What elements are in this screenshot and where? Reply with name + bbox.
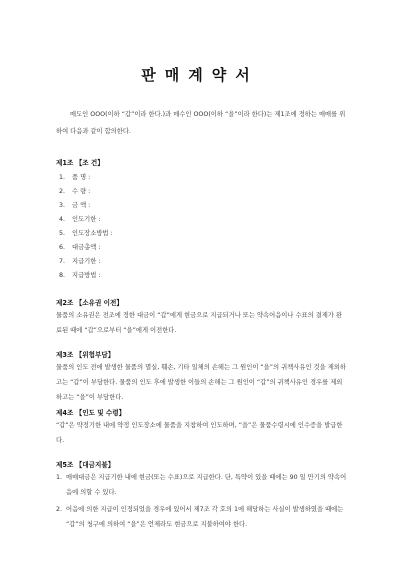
payment-clause (56, 502, 348, 532)
clause-number: 2. (56, 506, 63, 513)
item-number: 8. (59, 272, 66, 279)
article-3-body: 물품의 인도 전에 발생한 물품의 멸실, 훼손, 기타 일체의 손해는 그 원인이 “을”의 귀책사유인 것을 제외하고는 “갑”이 부담한다. 물품의 인도 후에 발생한 이들의 손해는 그 원인이 “갑”의 귀책사유인 경우를 제외하고는 “을”이 부담한다. (56, 364, 346, 401)
condition-item (59, 186, 90, 195)
condition-item (59, 242, 100, 251)
item-label: 인도장소방법 : (72, 230, 113, 237)
article-5-heading: 제5조 【대금지불】 (56, 461, 115, 469)
article-2-heading: 제2조 【소유권 이전】 (56, 299, 123, 307)
item-label: 지급기한 : (72, 258, 101, 265)
document-title: 판매계약서 (141, 66, 259, 84)
intro-paragraph: 매도인 OOO(이하 “갑”이라 한다.)과 매수인 OOO(이하 “을”이라 한다)는 제1조에 정하는 매매를 위하여 다음과 같이 합의한다. (56, 111, 346, 135)
item-number: 6. (59, 244, 66, 251)
condition-item (59, 270, 100, 279)
item-number: 1. (59, 174, 66, 181)
item-label: 지급방법 : (72, 272, 101, 279)
clause-number: 1. (56, 474, 63, 481)
item-label: 대금총액 : (72, 244, 101, 251)
item-label: 금 액 : (72, 202, 91, 209)
item-label: 수 량 : (72, 188, 91, 195)
condition-item (59, 200, 90, 209)
condition-item (59, 228, 113, 237)
item-number: 2. (59, 188, 66, 195)
article-4-heading: 제4조 【인도 및 수령】 (56, 409, 126, 417)
article-2-body: 물품의 소유권은 전조에 정한 대금이 “갑”에게 현금으로 지급되거나 또는 약속어음이나 수표의 결제가 완료된 때에 “갑”으로부터 “을”에게 이전한다. (56, 312, 343, 334)
article-4-body: “갑”은 약정기한 내에 약정 인도장소에 물품을 지참하여 인도하며, “을”은 물품수령시에 인수증을 발급한다. (56, 422, 343, 444)
article-1-heading: 제1조 【조 건】 (56, 159, 104, 167)
condition-item (59, 214, 100, 223)
condition-item (59, 172, 90, 181)
clause-text: 매매대금은 지급기한 내에 현금(또는 수표)으로 지급한다. 단, 특약이 있을 때에는 90 일 만기의 약속어음에 의할 수 있다. (66, 474, 347, 496)
article-3-heading: 제3조 【위험부담】 (56, 351, 115, 359)
payment-clause (56, 470, 348, 500)
condition-item (59, 256, 100, 265)
item-label: 인도기한 : (72, 216, 101, 223)
item-number: 5. (59, 230, 66, 237)
item-number: 3. (59, 202, 66, 209)
item-label: 품 명 : (72, 174, 91, 181)
clause-text: 어음에 의한 지급이 인정되었을 경우에 있어서 제7조 각 호의 1에 해당하는 사실이 발생하였을 때에는 “갑”의 청구에 의하여 “을”은 언제라도 현금으로 지불하여야 한다. (66, 506, 344, 528)
item-number: 4. (59, 216, 66, 223)
item-number: 7. (59, 258, 66, 265)
